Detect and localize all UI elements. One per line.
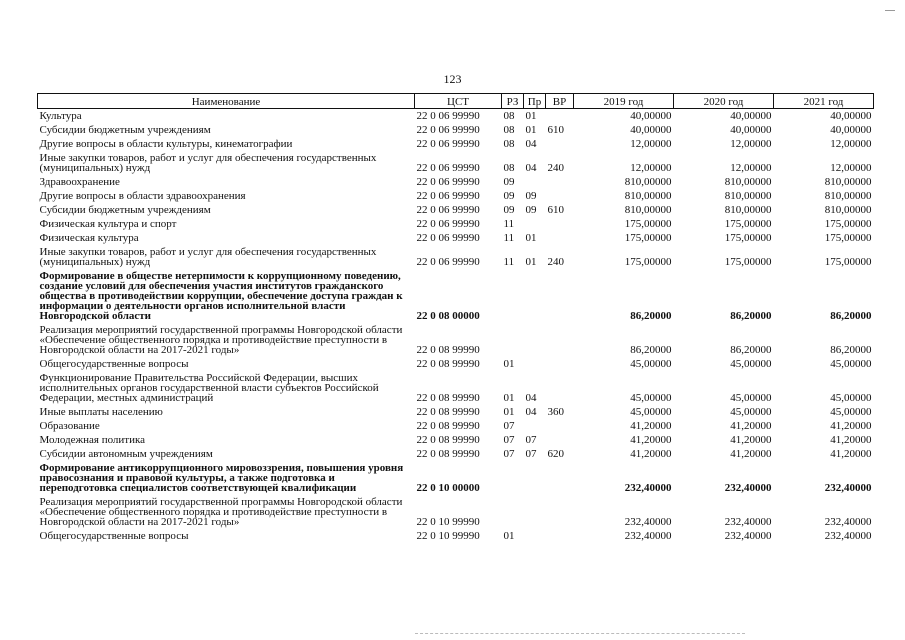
cell-rz: 09 (503, 190, 515, 202)
cell-vr: 620 (547, 448, 564, 460)
cell-2019: 45,00000 (630, 406, 672, 418)
cell-pr: 07 (525, 448, 537, 460)
cell-2021: 86,20000 (830, 310, 872, 322)
cell-vr (546, 433, 574, 447)
table-row (38, 137, 874, 151)
cell-2021: 40,00000 (830, 110, 872, 122)
cell-vr (546, 137, 574, 151)
cell-name: Иные закупки товаров, работ и услуг для обеспечения государственных (муниципальных) нужд (39, 246, 377, 268)
table-row (38, 203, 874, 217)
cell-2021: 175,00000 (824, 256, 872, 268)
cell-cst: 22 0 06 99990 (416, 124, 480, 136)
cell-2019: 175,00000 (624, 232, 672, 244)
cell-cst: 22 0 08 00000 (416, 310, 480, 322)
cell-rz: 11 (503, 218, 515, 230)
cell-rz: 09 (503, 204, 515, 216)
cell-name: Образование (39, 420, 100, 432)
cell-pr (524, 323, 546, 357)
table-row (38, 357, 874, 371)
cell-name: Общегосударственные вопросы (39, 358, 189, 370)
cell-name: Иные выплаты населению (39, 406, 163, 418)
budget-table (37, 93, 874, 543)
cell-pr (524, 357, 546, 371)
cell-2019: 175,00000 (624, 218, 672, 230)
cell-cst: 22 0 06 99990 (416, 232, 480, 244)
cell-vr (546, 419, 574, 433)
cell-vr: 360 (547, 406, 564, 418)
cell-2021: 175,00000 (824, 232, 872, 244)
cell-name: Реализация мероприятий государственной программы Новгородской области «Обеспечение общественного порядка и противодействие преступности в Новгородской области на 2017-2021 годы» (39, 324, 403, 356)
cell-2019: 41,20000 (630, 448, 672, 460)
cell-rz (502, 269, 524, 323)
cell-2021: 12,00000 (830, 138, 872, 150)
cell-pr: 09 (525, 190, 537, 202)
cell-cst: 22 0 10 99990 (416, 516, 480, 528)
header-pr: Пр (524, 94, 546, 109)
table-row (38, 419, 874, 433)
cell-2019: 232,40000 (624, 482, 672, 494)
cell-rz: 07 (503, 434, 515, 446)
cell-2021: 41,20000 (830, 448, 872, 460)
cell-rz: 07 (503, 420, 515, 432)
cell-name: Другие вопросы в области культуры, кинематографии (39, 138, 293, 150)
cell-rz: 07 (503, 448, 515, 460)
table-row (38, 371, 874, 405)
header-2020: 2020 год (674, 94, 774, 109)
cell-cst: 22 0 06 99990 (416, 162, 480, 174)
cell-pr: 04 (525, 406, 537, 418)
cell-2019: 45,00000 (630, 358, 672, 370)
cell-2021: 41,20000 (830, 420, 872, 432)
cell-pr: 09 (525, 204, 537, 216)
cell-2019: 12,00000 (630, 162, 672, 174)
cell-vr (546, 461, 574, 495)
cell-2020: 175,00000 (724, 256, 772, 268)
cell-name: Формирование антикоррупционного мировоззрения, повышения уровня правосознания и правовой культуры, а также подготовка и переподготовка специалистов соответствующей квалификации (39, 462, 404, 494)
header-cst: ЦСТ (415, 94, 502, 109)
cell-rz: 01 (503, 406, 515, 418)
cell-pr: 01 (525, 110, 537, 122)
cell-2021: 810,00000 (824, 176, 872, 188)
cell-vr (546, 217, 574, 231)
cell-pr: 04 (525, 392, 537, 404)
cell-name: Субсидии бюджетным учреждениям (39, 124, 211, 136)
cell-2020: 810,00000 (724, 176, 772, 188)
cell-cst: 22 0 08 99990 (416, 344, 480, 356)
cell-2020: 810,00000 (724, 204, 772, 216)
cell-2020: 45,00000 (730, 358, 772, 370)
cell-cst: 22 0 06 99990 (416, 218, 480, 230)
cell-2021: 45,00000 (830, 358, 872, 370)
cell-pr: 04 (525, 162, 537, 174)
cell-2019: 45,00000 (630, 392, 672, 404)
cell-vr (546, 175, 574, 189)
cell-2021: 86,20000 (830, 344, 872, 356)
cell-2020: 40,00000 (730, 124, 772, 136)
cell-2019: 12,00000 (630, 138, 672, 150)
table-row (38, 175, 874, 189)
cell-cst: 22 0 08 99990 (416, 448, 480, 460)
cell-vr (546, 109, 574, 124)
cell-rz: 08 (503, 110, 515, 122)
cell-2021: 41,20000 (830, 434, 872, 446)
cell-pr: 01 (525, 124, 537, 136)
cell-vr: 240 (547, 256, 564, 268)
cell-2021: 12,00000 (830, 162, 872, 174)
cell-2021: 175,00000 (824, 218, 872, 230)
table-row (38, 447, 874, 461)
cell-name: Реализация мероприятий государственной программы Новгородской области «Обеспечение общественного порядка и противодействие преступности в Новгородской области на 2017-2021 годы» (39, 496, 403, 528)
cell-2019: 86,20000 (630, 310, 672, 322)
cell-rz: 11 (503, 232, 515, 244)
cell-rz: 01 (503, 392, 515, 404)
table-header-row (38, 94, 874, 109)
cell-cst: 22 0 06 99990 (416, 204, 480, 216)
cell-rz: 01 (503, 530, 515, 542)
table-row (38, 433, 874, 447)
cell-2019: 232,40000 (624, 516, 672, 528)
header-2021: 2021 год (774, 94, 874, 109)
cell-cst: 22 0 08 99990 (416, 406, 480, 418)
cell-2019: 41,20000 (630, 420, 672, 432)
cell-2019: 810,00000 (624, 190, 672, 202)
cell-2020: 232,40000 (724, 530, 772, 542)
table-row (38, 269, 874, 323)
cell-vr (546, 269, 574, 323)
header-2019: 2019 год (574, 94, 674, 109)
cell-name: Культура (39, 110, 82, 122)
cell-name: Физическая культура и спорт (39, 218, 177, 230)
cell-name: Формирование в обществе нетерпимости к коррупционному поведению, создание условий для обеспечения участия институтов гражданского общества в противодействии коррупции, обеспечение доступа граждан к информации о деятельности органов исполнительной власти Новгородской области (39, 270, 403, 322)
cell-rz: 08 (503, 124, 515, 136)
table-row (38, 217, 874, 231)
table-row (38, 189, 874, 203)
cell-2020: 12,00000 (730, 138, 772, 150)
cell-name: Субсидии автономным учреждениям (39, 448, 213, 460)
cell-name: Здравоохранение (39, 176, 120, 188)
cell-name: Общегосударственные вопросы (39, 530, 189, 542)
cell-2021: 810,00000 (824, 204, 872, 216)
cell-2020: 45,00000 (730, 392, 772, 404)
cell-vr (546, 371, 574, 405)
cell-2020: 810,00000 (724, 190, 772, 202)
table-row (38, 245, 874, 269)
cell-cst: 22 0 08 99990 (416, 434, 480, 446)
cell-name: Иные закупки товаров, работ и услуг для обеспечения государственных (муниципальных) нужд (39, 152, 377, 174)
cell-cst: 22 0 06 99990 (416, 110, 480, 122)
cell-2019: 232,40000 (624, 530, 672, 542)
cell-cst: 22 0 10 99990 (416, 530, 480, 542)
table-row (38, 405, 874, 419)
cell-2019: 810,00000 (624, 176, 672, 188)
cell-2021: 232,40000 (824, 482, 872, 494)
cell-pr (524, 461, 546, 495)
cell-name: Функционирование Правительства Российской Федерации, высших исполнительных органов государственной власти субъектов Российской Федерации, местных администраций (39, 372, 379, 404)
cell-2019: 810,00000 (624, 204, 672, 216)
cell-vr (546, 323, 574, 357)
cell-2020: 41,20000 (730, 434, 772, 446)
cell-cst: 22 0 06 99990 (416, 256, 480, 268)
cell-pr (524, 217, 546, 231)
cell-2020: 45,00000 (730, 406, 772, 418)
table-row (38, 461, 874, 495)
cell-2019: 41,20000 (630, 434, 672, 446)
cell-2019: 175,00000 (624, 256, 672, 268)
cell-vr (546, 231, 574, 245)
cell-pr (524, 269, 546, 323)
cell-cst: 22 0 08 99990 (416, 392, 480, 404)
cell-rz: 09 (503, 176, 515, 188)
cell-2020: 175,00000 (724, 218, 772, 230)
table-row (38, 151, 874, 175)
cell-pr: 07 (525, 434, 537, 446)
page-number: 123 (443, 72, 462, 86)
cell-cst: 22 0 08 99990 (416, 420, 480, 432)
cell-pr: 04 (525, 138, 537, 150)
cell-2020: 175,00000 (724, 232, 772, 244)
cell-2021: 45,00000 (830, 406, 872, 418)
cell-cst: 22 0 10 00000 (416, 482, 480, 494)
cell-rz: 01 (503, 358, 515, 370)
cell-rz: 08 (503, 162, 515, 174)
cell-2020: 232,40000 (724, 516, 772, 528)
cell-vr (546, 357, 574, 371)
cell-2019: 86,20000 (630, 344, 672, 356)
cell-pr (524, 495, 546, 529)
cell-2020: 12,00000 (730, 162, 772, 174)
footer-divider (415, 633, 745, 635)
cell-rz (502, 323, 524, 357)
cell-pr (524, 529, 546, 543)
header-name: Наименование (38, 94, 415, 109)
cell-2020: 41,20000 (730, 448, 772, 460)
header-rz: РЗ (502, 94, 524, 109)
table-row (38, 529, 874, 543)
table-row (38, 109, 874, 124)
cell-2021: 232,40000 (824, 516, 872, 528)
cell-pr (524, 175, 546, 189)
cell-vr (546, 529, 574, 543)
table-row (38, 323, 874, 357)
cell-2021: 232,40000 (824, 530, 872, 542)
cell-2020: 86,20000 (730, 344, 772, 356)
cell-rz: 11 (503, 256, 515, 268)
cell-2019: 40,00000 (630, 124, 672, 136)
cell-rz (502, 495, 524, 529)
header-vr: ВР (546, 94, 574, 109)
cell-2020: 232,40000 (724, 482, 772, 494)
cell-vr: 610 (547, 204, 564, 216)
cell-pr: 01 (525, 256, 537, 268)
cell-2021: 40,00000 (830, 124, 872, 136)
table-row (38, 231, 874, 245)
cell-name: Физическая культура (39, 232, 139, 244)
cell-pr: 01 (525, 232, 537, 244)
cell-2020: 86,20000 (730, 310, 772, 322)
table-row (38, 123, 874, 137)
cell-name: Субсидии бюджетным учреждениям (39, 204, 211, 216)
cell-vr (546, 495, 574, 529)
scan-artifact (885, 10, 895, 11)
table-body (38, 109, 874, 544)
cell-cst: 22 0 06 99990 (416, 190, 480, 202)
cell-vr: 240 (547, 162, 564, 174)
cell-vr (546, 189, 574, 203)
cell-rz: 08 (503, 138, 515, 150)
cell-cst: 22 0 06 99990 (416, 138, 480, 150)
cell-name: Другие вопросы в области здравоохранения (39, 190, 246, 202)
cell-2020: 40,00000 (730, 110, 772, 122)
cell-2021: 810,00000 (824, 190, 872, 202)
cell-vr: 610 (547, 124, 564, 136)
cell-2021: 45,00000 (830, 392, 872, 404)
table-row (38, 495, 874, 529)
cell-2019: 40,00000 (630, 110, 672, 122)
cell-2020: 41,20000 (730, 420, 772, 432)
cell-name: Молодежная политика (39, 434, 146, 446)
cell-cst: 22 0 08 99990 (416, 358, 480, 370)
cell-cst: 22 0 06 99990 (416, 176, 480, 188)
cell-pr (524, 419, 546, 433)
cell-rz (502, 461, 524, 495)
